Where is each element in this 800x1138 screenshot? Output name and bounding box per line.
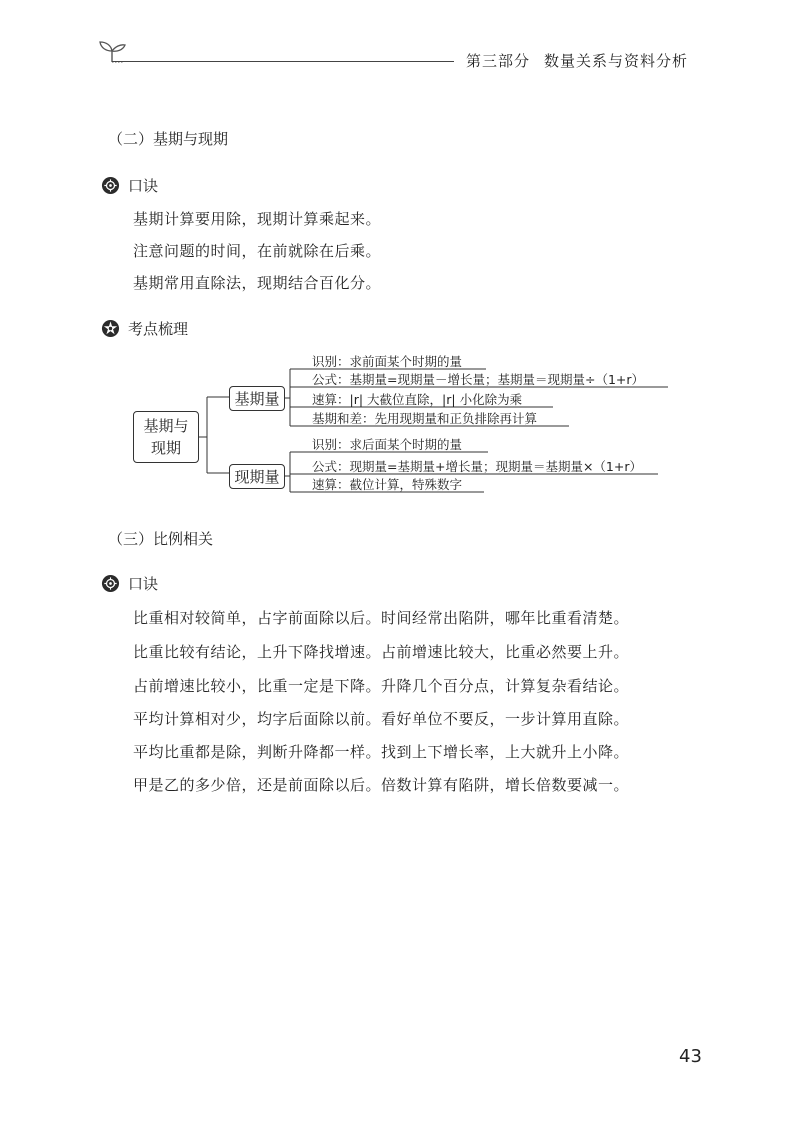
- outline-root-line2: 现期: [150, 439, 181, 457]
- page-number: 43: [679, 1046, 702, 1067]
- outline-current-item: 公式：现期量=基期量+增长量；现期量＝基期量×（1+r）: [312, 459, 642, 474]
- outline-current-item: 识别：求后面某个时期的量: [312, 437, 463, 452]
- mnemonic-line: 甲是乙的多少倍，还是前面除以后。倍数计算有陷阱，增长倍数要减一。: [133, 776, 630, 794]
- outline-base-item: 基期和差：先用现期量和正负排除再计算: [312, 411, 538, 426]
- mnemonic-line: 基期计算要用除，现期计算乘起来。: [133, 210, 382, 228]
- outline-heading-label: 考点梳理: [128, 320, 189, 338]
- outline-base-item: 速算：|r| 大截位直除，|r| 小化除为乘: [312, 392, 523, 407]
- chapter-name: 数量关系与资料分析: [544, 52, 689, 70]
- outline-root-node: [133, 411, 199, 463]
- section-title-ratio: （三）比例相关: [108, 530, 214, 548]
- mnemonic-line: 平均计算相对少，均字后面除以前。看好单位不要反，一步计算用直除。: [133, 710, 630, 728]
- outline-current-node: 现期量: [229, 464, 285, 489]
- outline-base-node: 基期量: [229, 386, 285, 411]
- section-title-base-current: （二）基期与现期: [108, 130, 229, 148]
- mnemonic-heading-label: 口诀: [128, 177, 159, 195]
- mnemonic-heading-label: 口诀: [128, 575, 159, 593]
- mnemonic-line: 注意问题的时间，在前就除在后乘。: [133, 242, 382, 260]
- mnemonic-line: 平均比重都是除，判断升降都一样。找到上下增长率，上大就升上小降。: [133, 743, 630, 761]
- mnemonic-line: 占前增速比较小，比重一定是下降。升降几个百分点，计算复杂看结论。: [133, 677, 630, 695]
- outline-base-item: 识别：求前面某个时期的量: [312, 354, 463, 369]
- mnemonic-heading: [101, 573, 158, 594]
- mnemonic-badge-icon: [101, 574, 120, 593]
- outline-base-item: 公式：基期量=现期量－增长量；基期量＝现期量÷（1+r）: [312, 372, 645, 387]
- mnemonic-line: 比重比较有结论，上升下降找增速。占前增速比较大，比重必然要上升。: [133, 643, 630, 661]
- outline-current-item: 速算：截位计算，特殊数字: [312, 477, 463, 492]
- outline-root-line1: 基期与: [143, 417, 189, 435]
- mnemonic-line: 比重相对较简单，占字前面除以后。时间经常出陷阱，哪年比重看清楚。: [133, 609, 630, 627]
- chapter-part: 第三部分: [466, 52, 531, 70]
- mnemonic-line: 基期常用直除法，现期结合百化分。: [133, 274, 382, 292]
